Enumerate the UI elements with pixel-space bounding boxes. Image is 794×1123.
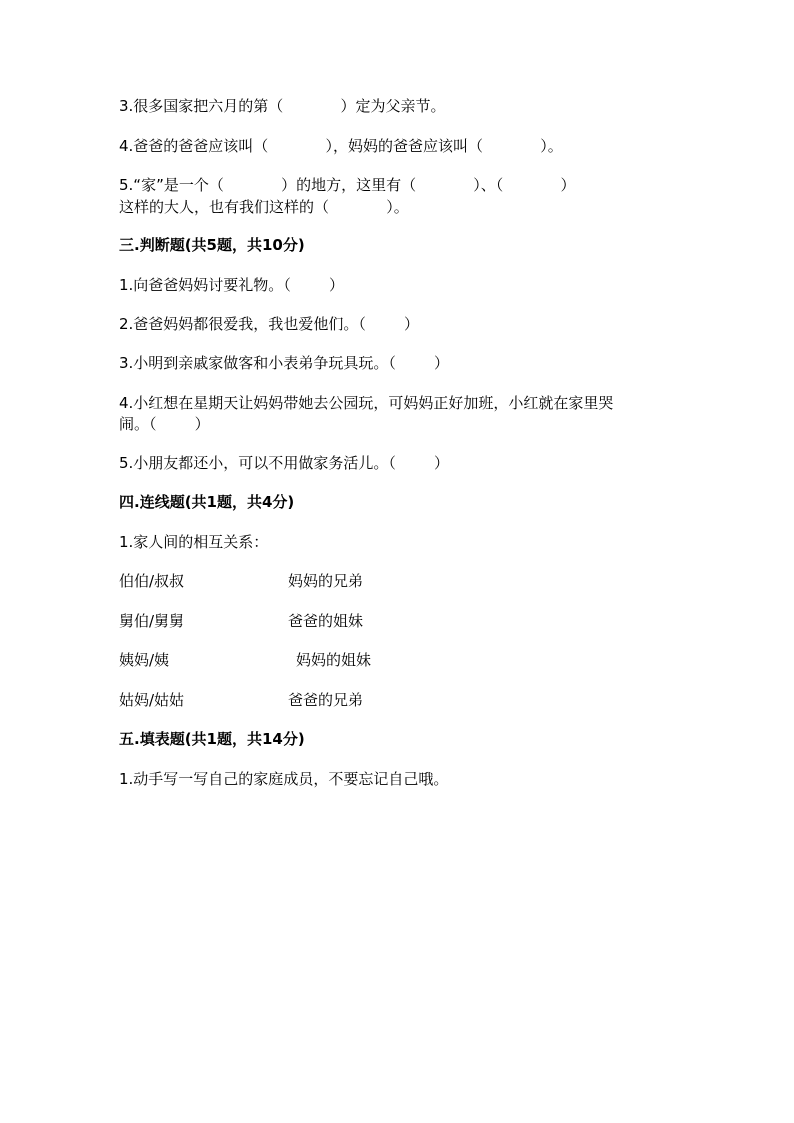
- true-false-item-1: 1.向爸爸妈妈讨要礼物。（ ）: [119, 276, 344, 294]
- matching-left-item-1: 伯伯/叔叔: [119, 572, 185, 590]
- section-heading-true-false: 三.判断题(共5题，共10分): [119, 236, 305, 254]
- fill-blank-item-5: 5.“家”是一个（ ）的地方，这里有（ ）、（ ）: [119, 176, 576, 194]
- matching-question: 1.家人间的相互关系：: [119, 533, 269, 551]
- matching-left-item-3: 姨妈/姨: [119, 651, 170, 669]
- section-heading-fill-table: 五.填表题(共1题，共14分): [119, 730, 305, 748]
- true-false-item-4: 4.小红想在星期天让妈妈带她去公园玩，可妈妈正好加班，小红就在家里哭: [119, 394, 614, 412]
- true-false-item-4-continued: 闹。（ ）: [119, 415, 210, 433]
- true-false-item-3: 3.小明到亲戚家做客和小表弟争玩具玩。（ ）: [119, 354, 449, 372]
- fill-table-question: 1.动手写一写自己的家庭成员，不要忘记自己哦。: [119, 770, 449, 788]
- matching-left-item-2: 舅伯/舅舅: [119, 612, 185, 630]
- fill-blank-item-4: 4.爸爸的爸爸应该叫（ ），妈妈的爸爸应该叫（ ）。: [119, 137, 563, 155]
- fill-blank-item-3: 3.很多国家把六月的第（ ）定为父亲节。: [119, 97, 446, 115]
- matching-right-item-3: 妈妈的姐妹: [296, 651, 372, 669]
- true-false-item-2: 2.爸爸妈妈都很爱我，我也爱他们。（ ）: [119, 315, 419, 333]
- matching-left-item-4: 姑妈/姑姑: [119, 691, 185, 709]
- matching-right-item-1: 妈妈的兄弟: [288, 572, 364, 590]
- true-false-item-5: 5.小朋友都还小，可以不用做家务活儿。（ ）: [119, 454, 449, 472]
- matching-right-item-2: 爸爸的姐妹: [288, 612, 364, 630]
- fill-blank-item-5-continued: 这样的大人，也有我们这样的（ ）。: [119, 198, 409, 216]
- matching-right-item-4: 爸爸的兄弟: [288, 691, 364, 709]
- section-heading-matching: 四.连线题(共1题，共4分): [119, 493, 295, 511]
